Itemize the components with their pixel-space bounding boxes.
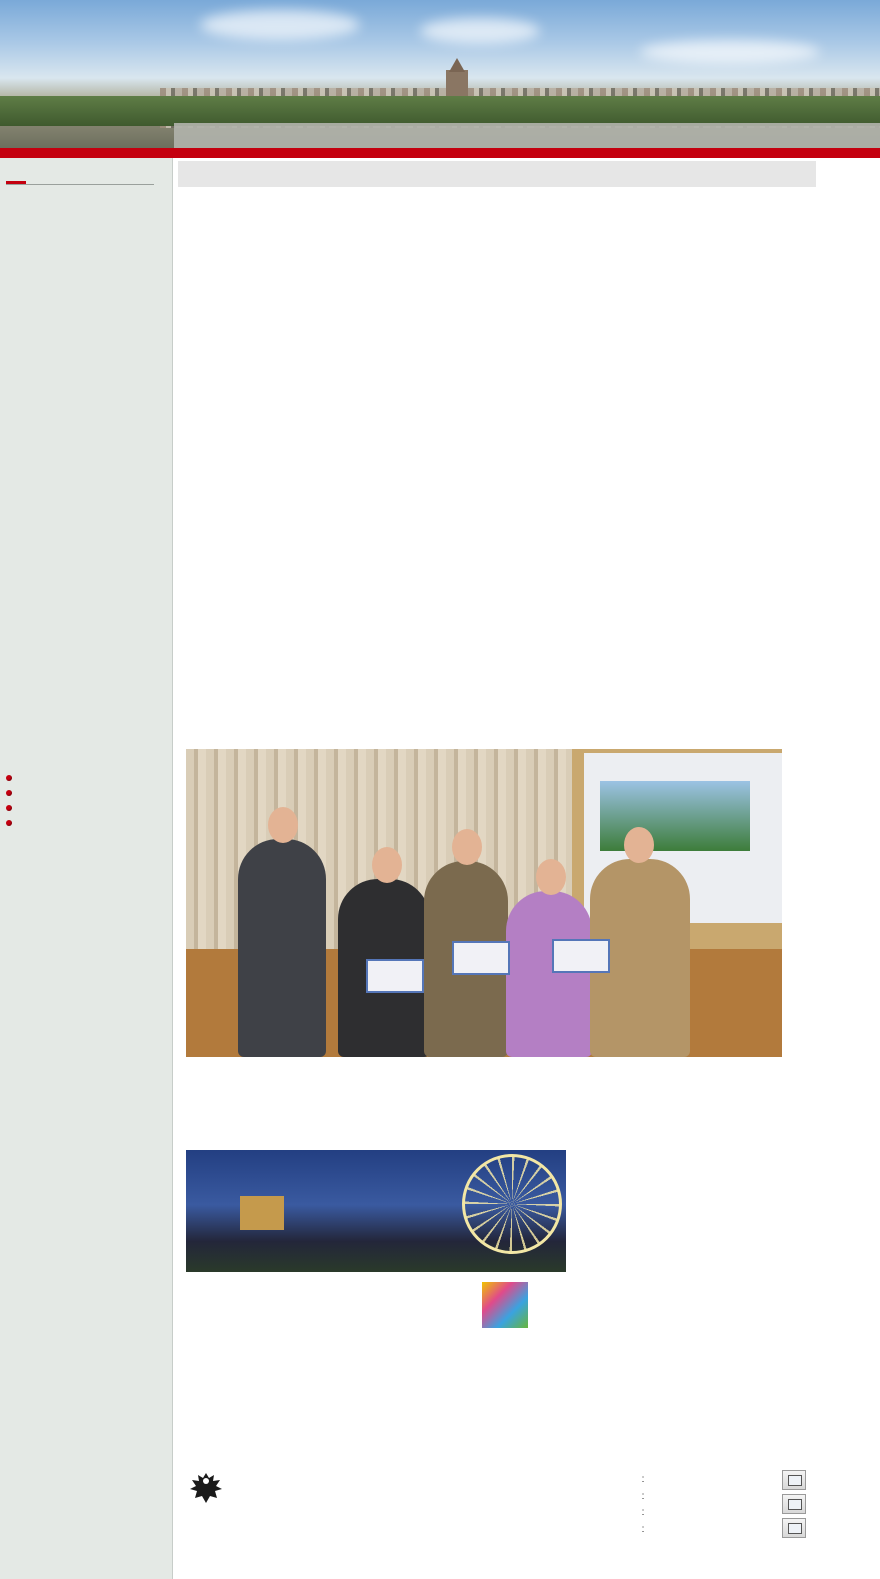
contact-row: : — [592, 1472, 650, 1489]
main-navigation — [174, 123, 880, 148]
bullet-icon — [6, 775, 12, 781]
print-icon[interactable] — [782, 1518, 806, 1538]
article-paragraph — [182, 324, 822, 340]
sidebar-link-veranstaltungen[interactable] — [6, 785, 15, 800]
eagle-crest-icon — [188, 1470, 224, 1506]
person-head — [268, 807, 298, 843]
cloud — [640, 40, 820, 64]
person-1 — [238, 839, 326, 1057]
site-header — [0, 0, 880, 150]
header-red-bar — [0, 148, 880, 158]
sidebar-links — [6, 770, 15, 830]
contact-row: : — [592, 1505, 650, 1522]
cloud — [420, 18, 540, 44]
person-head — [452, 829, 482, 865]
contact-label — [592, 1472, 636, 1489]
sidebar-divider — [6, 184, 154, 185]
article-title-bar — [178, 161, 816, 187]
cathedral-lit — [240, 1196, 284, 1230]
person-4 — [506, 891, 592, 1057]
sidebar-link-nur-text[interactable] — [6, 815, 15, 830]
hill-foreground — [0, 96, 880, 126]
contact-label — [592, 1522, 636, 1539]
search-icon[interactable] — [782, 1494, 806, 1514]
cloud — [200, 10, 360, 40]
book-held — [552, 939, 610, 973]
hessentag-logo-area — [186, 1272, 566, 1372]
contact-row: : — [592, 1489, 650, 1506]
contact-row: : — [592, 1522, 650, 1539]
sidebar — [0, 158, 173, 1579]
bullet-icon — [6, 805, 12, 811]
bullet-icon — [6, 820, 12, 826]
bullet-icon — [6, 790, 12, 796]
footer-tools — [782, 1470, 806, 1542]
sidebar-accent — [6, 181, 26, 184]
press-photo — [186, 749, 782, 1057]
book-held — [366, 959, 424, 993]
page-footer — [182, 1450, 822, 1560]
article-body — [182, 324, 822, 356]
contact-label — [592, 1489, 636, 1506]
hessentag-badge-icon — [482, 1282, 528, 1328]
sidebar-link-stadtplan[interactable] — [6, 800, 15, 815]
person-head — [624, 827, 654, 863]
book-cover-image — [186, 1122, 566, 1392]
cover-night-photo — [186, 1150, 566, 1272]
ferris-wheel — [462, 1154, 562, 1254]
person-head — [372, 847, 402, 883]
screen-image — [600, 781, 750, 851]
sidebar-link-leistungen[interactable] — [6, 770, 15, 785]
contact-card-icon[interactable] — [782, 1470, 806, 1490]
contact-list — [592, 1472, 650, 1538]
contact-label — [592, 1505, 636, 1522]
person-head — [536, 859, 566, 895]
book-held — [452, 941, 510, 975]
